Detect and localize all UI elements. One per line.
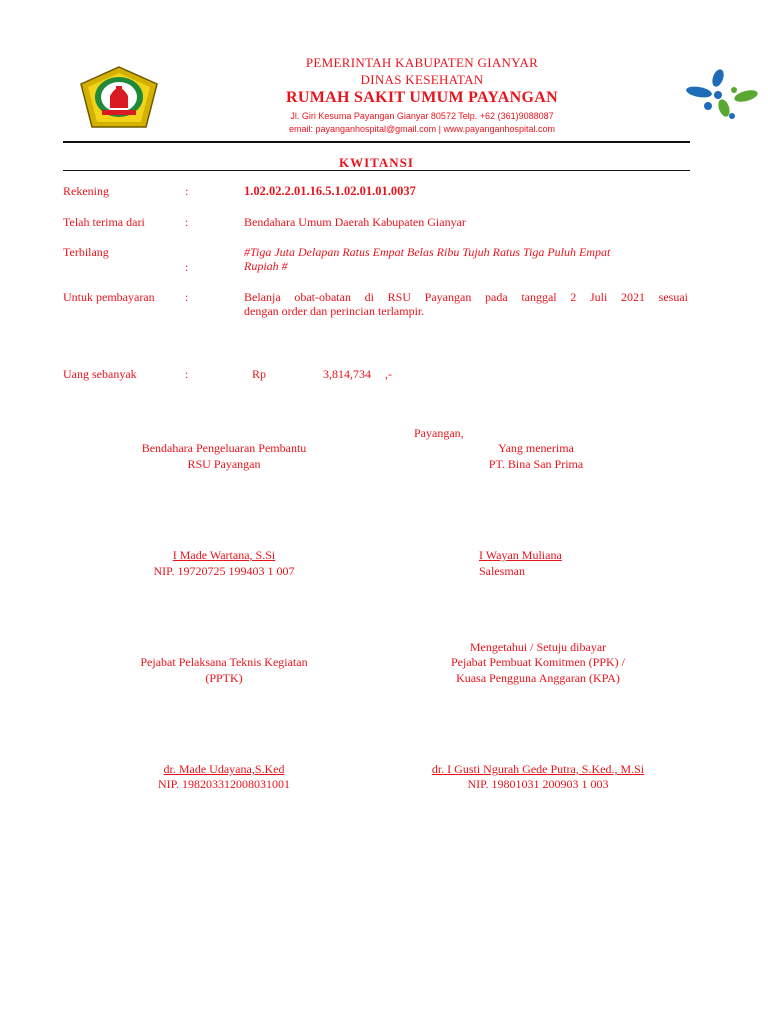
uang-sebanyak-label: Uang sebanyak: [63, 367, 137, 381]
amount-suffix: ,-: [385, 367, 392, 381]
rekening-label: Rekening: [63, 184, 109, 198]
gianyar-crest-icon: [80, 66, 158, 128]
untuk-pembayaran-value-line2: dengan order dan perincian terlampir.: [244, 304, 425, 318]
amount-value: 3,814,734: [323, 367, 371, 381]
title-underline: [63, 170, 690, 171]
bendahara-unit: RSU Payangan: [187, 457, 261, 471]
penerima-company: PT. Bina San Prima: [488, 457, 584, 471]
pptk-abbrev: (PPTK): [205, 671, 243, 685]
rekening-colon: :: [185, 184, 189, 198]
penerima-name: I Wayan Muliana: [479, 548, 562, 562]
penerima-role: Salesman: [479, 564, 525, 578]
ppk-approval: Mengetahui / Setuju dibayar: [469, 640, 607, 654]
kpa-title: Kuasa Pengguna Anggaran (KPA): [456, 671, 620, 685]
penerima-title: Yang menerima: [498, 441, 574, 455]
ppk-name: dr. I Gusti Ngurah Gede Putra, S.Ked., M.Si: [431, 762, 645, 776]
bendahara-name: I Made Wartana, S.Si: [172, 548, 276, 562]
document-title: KWITANSI: [339, 155, 414, 170]
telah-terima-colon: :: [185, 215, 189, 229]
terbilang-label: Terbilang: [63, 245, 109, 259]
pptk-name: dr. Made Udayana,S.Ked: [163, 762, 285, 776]
untuk-pembayaran-value-line1: Belanja obat-obatan di RSU Payangan pada tanggal 2 Juli 2021 sesuai: [244, 290, 688, 304]
header-government: PEMERINTAH KABUPATEN GIANYAR: [305, 55, 539, 70]
hospital-logo-icon: [684, 66, 762, 128]
place-label: Payangan,: [414, 426, 464, 440]
uang-sebanyak-colon: :: [185, 367, 189, 381]
telah-terima-value: Bendahara Umum Daerah Kabupaten Gianyar: [244, 215, 466, 229]
bendahara-title: Bendahara Pengeluaran Pembantu: [141, 441, 307, 455]
currency-label: Rp: [252, 367, 267, 381]
header-divider: [63, 141, 690, 143]
untuk-pembayaran-colon: :: [185, 290, 189, 304]
untuk-pembayaran-label: Untuk pembayaran: [63, 290, 155, 304]
rekening-value: 1.02.02.2.01.16.5.1.02.01.01.0037: [244, 184, 416, 198]
telah-terima-label: Telah terima dari: [63, 215, 145, 229]
terbilang-value-line2: Rupiah #: [244, 259, 288, 273]
ppk-nip: NIP. 19801031 200903 1 003: [467, 777, 609, 791]
terbilang-value-line1: #Tiga Juta Delapan Ratus Empat Belas Ribu Tujuh Ratus Tiga Puluh Empat: [244, 245, 611, 259]
header-department: DINAS KESEHATAN: [360, 72, 484, 87]
pptk-title: Pejabat Pelaksana Teknis Kegiatan: [140, 655, 308, 669]
pptk-nip: NIP. 198203312008031001: [157, 777, 290, 791]
header-hospital-name: RUMAH SAKIT UMUM PAYANGAN: [286, 89, 558, 106]
bendahara-nip: NIP. 19720725 199403 1 007: [153, 564, 295, 578]
ppk-title: Pejabat Pembuat Komitmen (PPK) /: [451, 655, 625, 669]
terbilang-colon: :: [185, 260, 189, 274]
header-address: Jl. Giri Kesuma Payangan Gianyar 80572 Telp. +62 (361)9088087: [290, 111, 554, 121]
header-contact: email: payanganhospital@gmail.com | www.payanganhospital.com: [288, 124, 556, 134]
